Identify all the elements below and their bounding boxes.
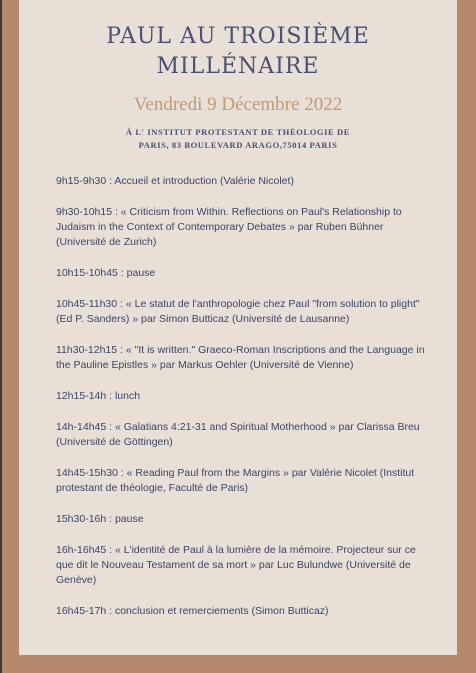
program-item: 16h45-17h : conclusion et remerciements (Simon Butticaz): [56, 605, 329, 617]
venue-line-1: À L' INSTITUT PROTESTANT DE THÉOLOGIE DE: [125, 127, 351, 137]
venue-line-2: PARIS, 83 BOULEVARD ARAGO,75014 PARIS: [138, 140, 338, 150]
program-item: 10h15-10h45 : pause: [56, 267, 156, 279]
program-list: [56, 174, 428, 635]
program-item: 9h15-9h30 : Accueil et introduction (Valérie Nicolet): [56, 175, 294, 187]
program-item: 12h15-14h : lunch: [56, 390, 141, 402]
page-title: [19, 22, 457, 82]
event-venue: [59, 126, 417, 152]
program-item: 15h30-16h : pause: [56, 513, 144, 525]
left-edge-border: [0, 0, 2, 673]
program-item: 10h45-11h30 : « Le statut de l'anthropologie chez Paul "from solution to plight" (Ed P. Sanders) » par Simon Butticaz (Université de Lausanne): [56, 298, 420, 325]
program-item: 14h45-15h30 : « Reading Paul from the Margins » par Valérie Nicolet (Institut protestant de théologie, Faculté de Paris): [56, 467, 415, 494]
program-item: 16h-16h45 : « L'identité de Paul à la lumière de la mémoire. Projecteur sur ce que dit le Nouveau Testament de sa mort » par Luc Bulundwe (Université de Genève): [56, 544, 416, 586]
program-item: 14h-14h45 : « Galatians 4:21-31 and Spiritual Motherhood » par Clarissa Breu (Université de Göttingen): [56, 421, 420, 448]
event-date: Vendredi 9 Décembre 2022: [133, 94, 343, 115]
flyer-card: [19, 0, 457, 655]
program-item: 11h30-12h15 : « "It is written." Graeco-Roman Inscriptions and the Language in the Pauline Epistles » par Markus Oehler (Université de Vienne): [56, 344, 425, 371]
title-line-1: PAUL AU TROISIÈME: [106, 24, 370, 49]
title-line-2: MILLÉNAIRE: [156, 54, 320, 79]
program-item: 9h30-10h15 : « Criticism from Within. Reflections on Paul's Relationship to Judaism in the Context of Contemporary Debates » par Ruben Bühner (Université de Zurich): [56, 206, 402, 248]
